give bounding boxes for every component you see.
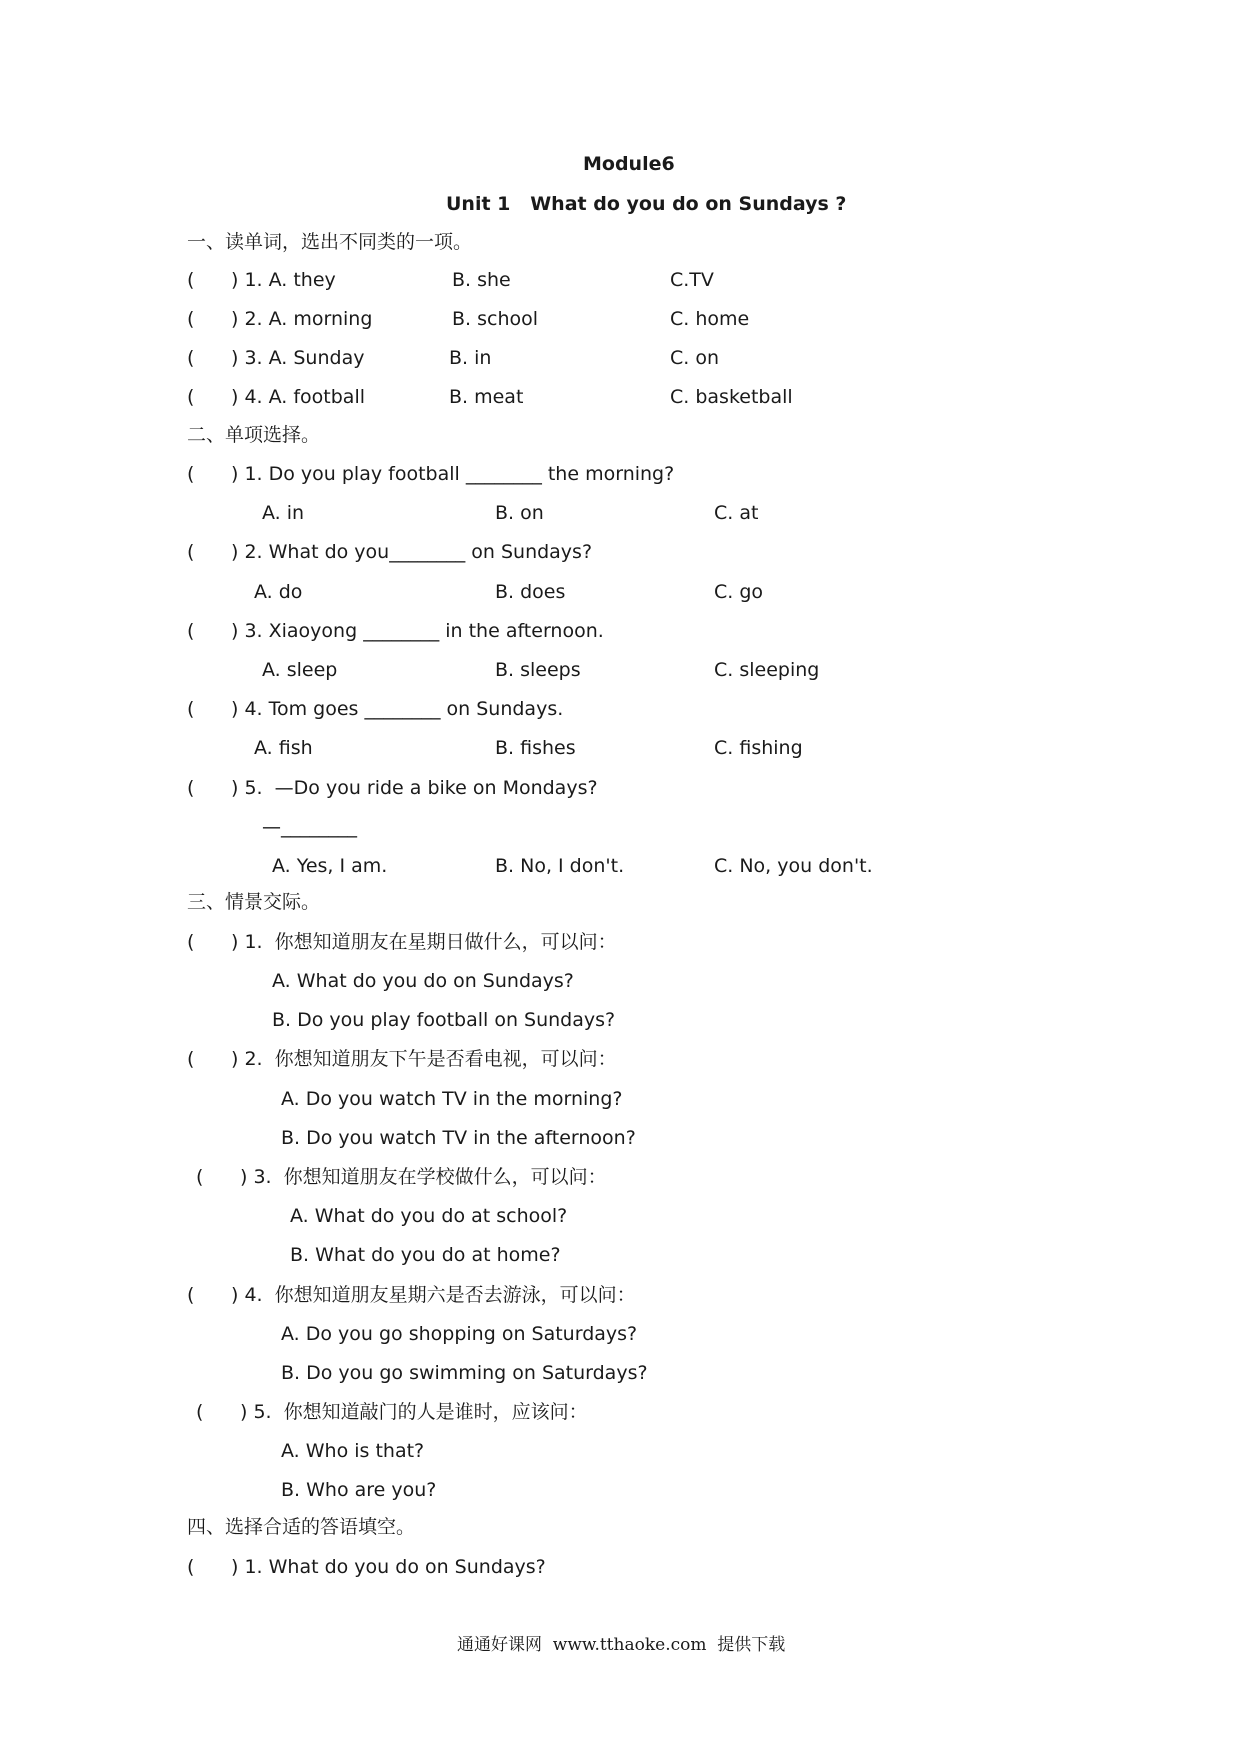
answer-paren: (: [187, 541, 195, 563]
answer-paren: (: [196, 1166, 204, 1188]
question-text: ) 1. A. they: [231, 269, 336, 291]
option-b: B. does: [495, 581, 566, 603]
question-text: ) 2. What do you________ on Sundays?: [231, 541, 593, 563]
answer-paren: (: [187, 463, 195, 485]
question-text: ) 2. 你想知道朋友下午是否看电视，可以问：: [231, 1048, 617, 1070]
answer-paren: (: [187, 347, 195, 369]
answer-paren: (: [196, 1401, 204, 1423]
option-c: C.TV: [670, 269, 714, 291]
page-footer: 通通好课网 www.tthaoke.com 提供下载: [457, 1635, 786, 1655]
answer-paren: (: [187, 777, 195, 799]
question-text: ) 5. 你想知道敲门的人是谁时，应该问：: [240, 1401, 588, 1423]
question-text: ) 3. Xiaoyong ________ in the afternoon.: [231, 620, 604, 642]
option-b: B. No, I don't.: [495, 855, 625, 877]
option-c: C. at: [714, 502, 759, 524]
option-a: A. do: [254, 581, 303, 603]
option-a: A. Do you watch TV in the morning?: [281, 1088, 623, 1110]
option-a: A. What do you do on Sundays?: [272, 970, 574, 992]
option-c: C. fishing: [714, 737, 803, 759]
option-c: C. on: [670, 347, 720, 369]
option-c: C. basketball: [670, 386, 793, 408]
option-b: B. Do you play football on Sundays?: [272, 1009, 616, 1031]
option-c: C. No, you don't.: [714, 855, 873, 877]
question-text: ) 1. Do you play football ________ the morning?: [231, 463, 675, 485]
option-b: B. Do you watch TV in the afternoon?: [281, 1127, 636, 1149]
question-text: ) 4. A. football: [231, 386, 366, 408]
option-b: B. sleeps: [495, 659, 581, 681]
option-a: A. Who is that?: [281, 1440, 425, 1462]
question-text: ) 1. 你想知道朋友在星期日做什么，可以问：: [231, 931, 617, 953]
option-c: C. sleeping: [714, 659, 820, 681]
option-b: B. she: [452, 269, 511, 291]
answer-paren: (: [187, 308, 195, 330]
answer-paren: (: [187, 1048, 195, 1070]
question-text: ) 2. A. morning: [231, 308, 373, 330]
option-c: C. go: [714, 581, 764, 603]
answer-blank: —________: [262, 816, 357, 838]
answer-paren: (: [187, 1556, 195, 1578]
option-b: B. meat: [449, 386, 524, 408]
option-b: B. in: [449, 347, 492, 369]
option-a: A. in: [262, 502, 305, 524]
option-b: B. What do you do at home?: [290, 1244, 561, 1266]
answer-paren: (: [187, 386, 195, 408]
section-3-heading: 三、情景交际。: [187, 891, 321, 913]
section-1-heading: 一、读单词，选出不同类的一项。: [187, 231, 473, 253]
answer-paren: (: [187, 698, 195, 720]
question-text: ) 3. 你想知道朋友在学校做什么，可以问：: [240, 1166, 607, 1188]
option-a: A. Do you go shopping on Saturdays?: [281, 1323, 638, 1345]
answer-paren: (: [187, 1284, 195, 1306]
question-text: ) 1. What do you do on Sundays?: [231, 1556, 546, 1578]
section-2-heading: 二、单项选择。: [187, 424, 321, 446]
option-b: B. on: [495, 502, 544, 524]
unit-title: Unit 1 What do you do on Sundays ?: [446, 193, 847, 215]
option-a: A. What do you do at school?: [290, 1205, 568, 1227]
option-c: C. home: [670, 308, 750, 330]
answer-paren: (: [187, 269, 195, 291]
option-b: B. school: [452, 308, 539, 330]
question-text: ) 4. Tom goes ________ on Sundays.: [231, 698, 564, 720]
question-text: ) 3. A. Sunday: [231, 347, 365, 369]
option-b: B. Who are you?: [281, 1479, 437, 1501]
option-b: B. Do you go swimming on Saturdays?: [281, 1362, 648, 1384]
option-a: A. Yes, I am.: [272, 855, 388, 877]
question-text: ) 4. 你想知道朋友星期六是否去游泳，可以问：: [231, 1284, 636, 1306]
answer-paren: (: [187, 620, 195, 642]
option-a: A. fish: [254, 737, 313, 759]
option-a: A. sleep: [262, 659, 338, 681]
answer-paren: (: [187, 931, 195, 953]
question-text: ) 5. —Do you ride a bike on Mondays?: [231, 777, 598, 799]
module-title: Module6: [583, 153, 675, 175]
section-4-heading: 四、选择合适的答语填空。: [187, 1516, 416, 1538]
option-b: B. fishes: [495, 737, 576, 759]
